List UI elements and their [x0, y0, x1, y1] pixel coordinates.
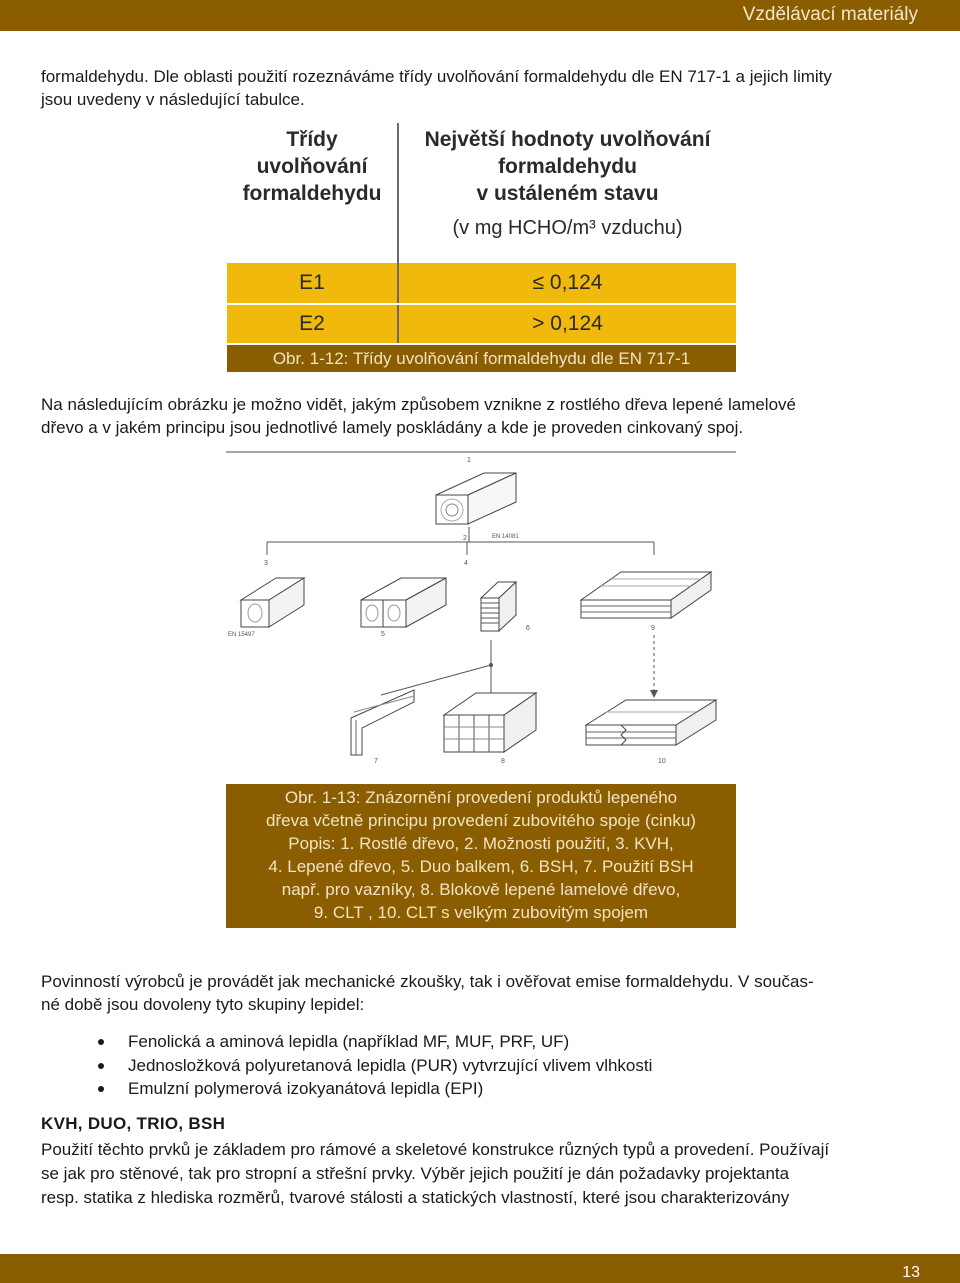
- row-value: ≤ 0,124: [398, 263, 736, 304]
- header-class-line-1: Třídy: [286, 128, 338, 151]
- raw-timber-beam: [436, 473, 516, 524]
- label-9: 9: [651, 625, 655, 632]
- truss-use: [351, 690, 414, 755]
- diagram-svg: [226, 450, 736, 780]
- table-row: [227, 263, 736, 304]
- list-item: [98, 1030, 652, 1054]
- adhesive-list: [98, 1030, 652, 1101]
- table-header-limit: [398, 123, 736, 263]
- header-title: Vzdělávací materiály: [742, 4, 918, 25]
- table-header-class: [227, 123, 398, 263]
- label-4: 4: [464, 560, 468, 567]
- caption-line-5: např. pro vazníky, 8. Blokově lepené lamelové dřevo,: [281, 880, 681, 899]
- row-value: > 0,124: [532, 312, 603, 335]
- list-item: [98, 1054, 652, 1078]
- diagram-caption: [226, 784, 736, 928]
- kvh-beam: [241, 578, 304, 627]
- list-item-text: Jednosložková polyuretanová lepidla (PUR) vytvrzující vlivem vlhkosti: [128, 1055, 653, 1075]
- para3-line-2: né době jsou dovoleny tyto skupiny lepidel:: [41, 994, 365, 1014]
- label-3: 3: [264, 560, 268, 567]
- glulam-diagram: [226, 450, 736, 780]
- paragraph-adhesives: [41, 971, 919, 1016]
- section-line-3: resp. statika z hlediska rozměrů, tvarové stálosti a statických vlastností, které jsou charakterizovány: [41, 1188, 790, 1207]
- label-8: 8: [501, 758, 505, 765]
- label-5: 5: [381, 631, 385, 638]
- list-item-text: Fenolická a aminová lepidla (například MF, MUF, PRF, UF): [128, 1032, 570, 1051]
- bullet-icon: [98, 1039, 104, 1045]
- duo-beam: [361, 578, 446, 627]
- section-line-2: se jak pro stěnové, tak pro stropní a střešní prvky. Výběr jejich použití je dán požadavky projektanta: [41, 1164, 790, 1183]
- label-7: 7: [374, 758, 378, 765]
- section-paragraph: [41, 1138, 919, 1210]
- header-limit-line-2: formaldehydu: [498, 155, 637, 178]
- label-10: 10: [658, 758, 666, 765]
- caption-line-6: 9. CLT , 10. CLT s velkým zubovitým spojem: [313, 903, 649, 922]
- paragraph-glulam: [41, 394, 919, 439]
- label-1: 1: [467, 457, 471, 464]
- header-limit-line-1: Největší hodnoty uvolňování: [424, 128, 711, 151]
- label-6: 6: [526, 625, 530, 632]
- section-heading: KVH, DUO, TRIO, BSH: [41, 1114, 226, 1133]
- header-bar: [0, 0, 960, 31]
- block-glulam: [444, 693, 536, 752]
- section-line-1: Použití těchto prvků je základem pro rámové a skeletové konstrukce různých typů a provedení. Používají: [41, 1140, 830, 1159]
- page-number: 13: [902, 1264, 920, 1281]
- caption-line-3: Popis: 1. Rostlé dřevo, 2. Možnosti použití, 3. KVH,: [288, 834, 674, 853]
- para3-line-1: Povinností výrobců je provádět jak mechanické zkoušky, tak i ověřovat emise formaldehydu. V součas-: [41, 972, 814, 991]
- caption-line-2: dřeva včetně principu provedení zubovitého spoje (cinku): [266, 811, 696, 830]
- row-class: E1: [227, 263, 398, 304]
- caption-line-4: 4. Lepené dřevo, 5. Duo balkem, 6. BSH, 7. Použití BSH: [268, 857, 694, 876]
- para2-line-1: Na následujícím obrázku je možno vidět, jakým způsobem vznikne z rostlého dřeva lepené lamelové: [41, 395, 796, 414]
- bullet-icon: [98, 1063, 104, 1069]
- label-en15497: EN 15497: [228, 632, 255, 638]
- row-class: E2: [227, 304, 398, 343]
- bullet-icon: [98, 1086, 104, 1092]
- label-2: 2: [463, 535, 467, 542]
- clt-panel: [581, 572, 711, 618]
- list-item: [98, 1077, 652, 1101]
- caption-line-1: Obr. 1-13: Znázornění provedení produktů lepeného: [284, 788, 678, 807]
- header-class-line-3: formaldehydu: [242, 182, 382, 205]
- table-unit: (v mg HCHO/m³ vzduchu): [452, 217, 683, 239]
- table-row: [227, 304, 736, 343]
- intro-line-2: jsou uvedeny v následující tabulce.: [41, 89, 305, 109]
- header-limit-line-3: v ustáleném stavu: [476, 182, 659, 205]
- para2-line-2: dřevo a v jakém principu jsou jednotlivé lamely poskládány a kde je proveden cinkovaný spoj.: [41, 417, 744, 437]
- header-class-line-2: uvolňování: [256, 155, 368, 178]
- footer-bar: [0, 1254, 960, 1283]
- label-en14081: EN 14081: [492, 534, 519, 540]
- formaldehyde-table: [227, 123, 736, 343]
- table-caption: Obr. 1-12: Třídy uvolňování formaldehydu dle EN 717-1: [227, 345, 736, 372]
- list-item-text: Emulzní polymerová izokyanátová lepidla (EPI): [128, 1079, 484, 1098]
- bsh-beam: [481, 582, 516, 631]
- intro-line-1: formaldehydu. Dle oblasti použití rozeznáváme třídy uvolňování formaldehydu dle EN 717-1 a jejich limity: [41, 67, 832, 86]
- clt-finger-joint-panel: [586, 700, 716, 745]
- intro-paragraph: [41, 66, 919, 111]
